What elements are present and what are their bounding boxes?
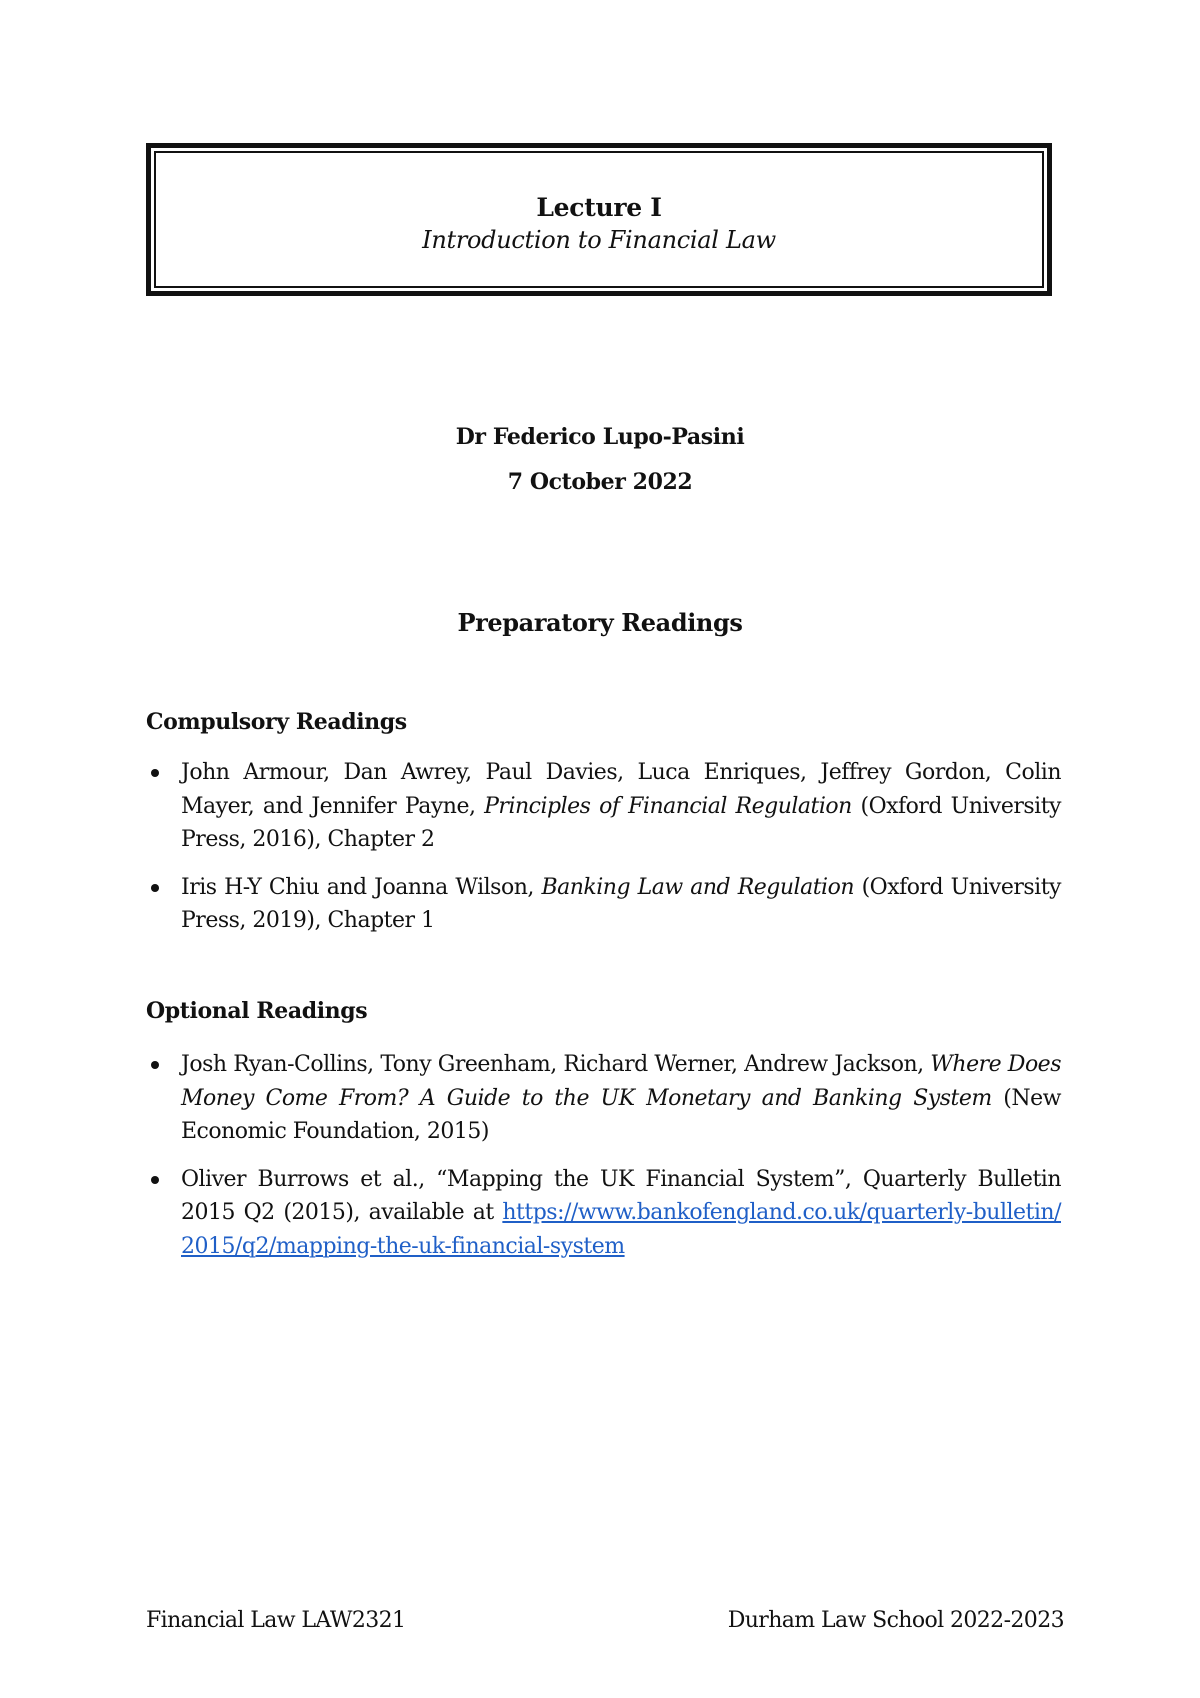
citation-publisher: (Oxford University Press, 2019), Chapter 1 xyxy=(181,874,1061,933)
reading-citation xyxy=(181,1163,1061,1264)
compulsory-readings-list xyxy=(146,756,1061,952)
citation-authors: John Armour, Dan Awrey, Paul Davies, Luca Enriques, Jeffrey Gordon, Colin Mayer, and Jennifer Payne, xyxy=(181,760,1061,819)
bullet-icon xyxy=(151,884,159,892)
lecture-title-box-inner xyxy=(154,151,1044,288)
list-item xyxy=(146,756,1061,857)
lecture-subtitle: Introduction to Financial Law xyxy=(422,226,776,254)
reading-citation xyxy=(181,871,1061,938)
citation-title: Principles of Financial Regulation xyxy=(484,793,852,819)
citation-publisher: (New Economic Foundation, 2015) xyxy=(181,1085,1061,1144)
lecture-date: 7 October 2022 xyxy=(507,469,693,495)
citation-authors: Josh Ryan-Collins, Tony Greenham, Richard Werner, Andrew Jackson, xyxy=(181,1052,931,1077)
lecture-title-box xyxy=(146,143,1052,296)
citation-authors: Iris H-Y Chiu and Joanna Wilson, xyxy=(181,874,542,900)
citation-title: Banking Law and Regulation xyxy=(541,874,854,900)
footer-school: Durham Law School 2022-2023 xyxy=(727,1608,1064,1633)
bullet-icon xyxy=(151,769,159,777)
bullet-icon xyxy=(151,1061,159,1069)
optional-readings-list xyxy=(146,1048,1061,1277)
compulsory-readings-heading: Compulsory Readings xyxy=(146,709,407,735)
list-item xyxy=(146,1163,1061,1264)
reading-citation xyxy=(181,1048,1061,1149)
citation-authors: Oliver Burrows et al., “Mapping the UK Financial System”, Quarterly Bulletin 2015 Q2 (2015), available at xyxy=(181,1166,1061,1225)
footer-course: Financial Law LAW2321 xyxy=(146,1608,406,1633)
author-name: Dr Federico Lupo-Pasini xyxy=(455,424,745,450)
lecture-title: Lecture I xyxy=(536,193,662,222)
optional-readings-heading: Optional Readings xyxy=(146,998,368,1024)
bullet-icon xyxy=(151,1176,159,1184)
preparatory-readings-heading: Preparatory Readings xyxy=(457,608,743,637)
bank-of-england-link[interactable]: https://www.bankofengland.co.uk/quarterly-bulletin/2015/q2/mapping-the-uk-financial-system xyxy=(181,1200,1061,1259)
reading-citation xyxy=(181,756,1061,857)
citation-title: Where Does Money Come From? A Guide to the UK Monetary and Banking System xyxy=(181,1052,1061,1111)
citation-publisher: (Oxford University Press, 2016), Chapter 2 xyxy=(181,793,1061,852)
list-item xyxy=(146,1048,1061,1149)
list-item xyxy=(146,871,1061,938)
